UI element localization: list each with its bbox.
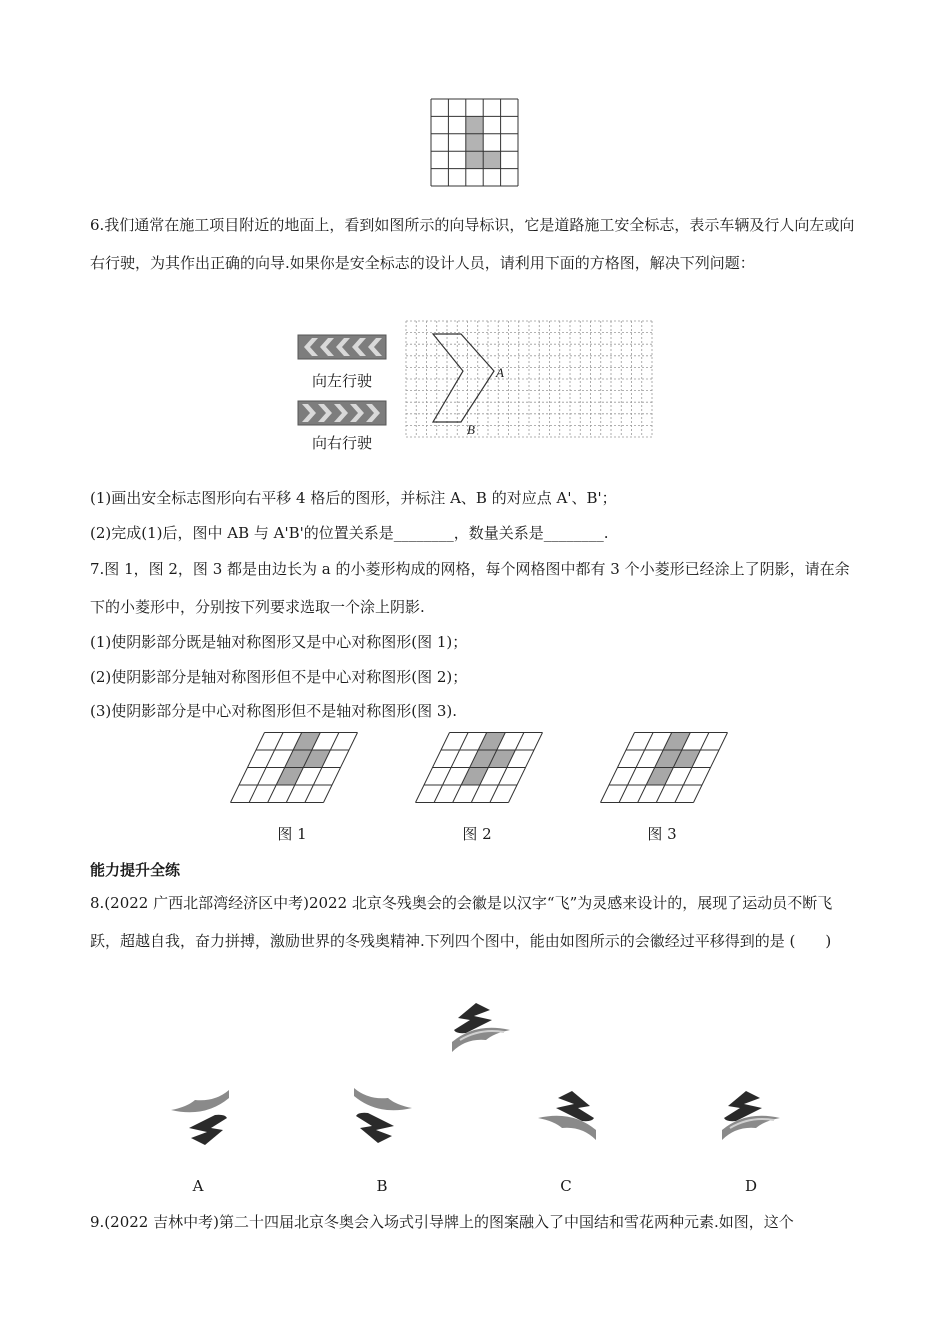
question-7-text: 7.图 1，图 2，图 3 都是由边长为 a 的小菱形构成的网格，每个网格图中都有 3 个小菱形已经涂上了阴影，请在余下的小菱形中，分别按下列要求选取一个涂上阴影. <box>90 560 850 616</box>
chevron-shape <box>433 334 494 422</box>
question-9-text: 9.(2022 吉林中考)第二十四届北京冬奥会入场式引导牌上的图案融入了中国结和雪花两种元素.如图，这个 <box>90 1213 794 1231</box>
option-b-label: B <box>376 1177 388 1195</box>
sign-left-arrows <box>298 335 386 359</box>
question-6-text: 6.我们通常在施工项目附近的地面上，看到如图所示的向导标识，它是道路施工安全标志，表示车辆及行人向左或向右行驶，为其作出正确的向导.如果你是安全标志的设计人员，请利用下面的方格图，解决下列问题： <box>90 216 855 272</box>
question-6-part-2: (2)完成(1)后，图中 AB 与 A'B'的位置关系是________，数量关系是________. <box>90 524 609 542</box>
option-a-emblem-icon <box>165 1090 235 1148</box>
sign-right-arrows <box>298 401 386 425</box>
question-7-part-3: (3)使阴影部分是中心对称图形但不是轴对称图形(图 3). <box>90 702 458 720</box>
option-d-label: D <box>744 1177 758 1195</box>
option-c-emblem-icon <box>532 1088 602 1148</box>
paralympic-emblem-icon <box>446 1000 516 1060</box>
figure-2-caption: 图 2 <box>462 825 492 843</box>
option-a-label: A <box>192 1177 204 1195</box>
chevron-grid-figure <box>406 321 652 437</box>
sign-left-label: 向左行驶 <box>311 372 372 390</box>
option-b-emblem-icon <box>348 1088 418 1146</box>
shaded-cell <box>466 116 483 133</box>
figure-1-caption: 图 1 <box>277 825 307 843</box>
question-8-text: 8.(2022 广西北部湾经济区中考)2022 北京冬残奥会的会徽是以汉字“飞”为灵感来设计的，展现了运动员不断飞跃，超越自我，奋力拼搏，激励世界的冬残奥精神.下列四个图中，能由如图所示的会徽经过平移得到的是 ( ) <box>90 894 833 950</box>
shaded-cell <box>466 134 483 151</box>
question-6-part-1: (1)画出安全标志图形向右平移 4 格后的图形，并标注 A、B 的对应点 A'、B'； <box>90 489 617 507</box>
question-7-part-1: (1)使阴影部分既是轴对称图形又是中心对称图形(图 1)； <box>90 633 468 651</box>
point-b-label: B <box>467 422 475 437</box>
question-7-part-2: (2)使阴影部分是轴对称图形但不是中心对称图形(图 2)； <box>90 668 468 686</box>
rhombus-grid-figure-3 <box>600 732 725 802</box>
point-a-label: A <box>496 365 504 380</box>
option-c-label: C <box>560 1177 572 1195</box>
top-grid-figure <box>431 99 519 187</box>
shaded-cell <box>483 151 500 168</box>
figure-3-caption: 图 3 <box>647 825 677 843</box>
section-heading: 能力提升全练 <box>90 861 181 879</box>
rhombus-grid-figure-1 <box>230 732 355 802</box>
option-d-emblem-icon <box>716 1088 786 1148</box>
shaded-cell <box>466 151 483 168</box>
sign-right-label: 向右行驶 <box>311 434 372 452</box>
rhombus-grid-figure-2 <box>415 732 540 802</box>
